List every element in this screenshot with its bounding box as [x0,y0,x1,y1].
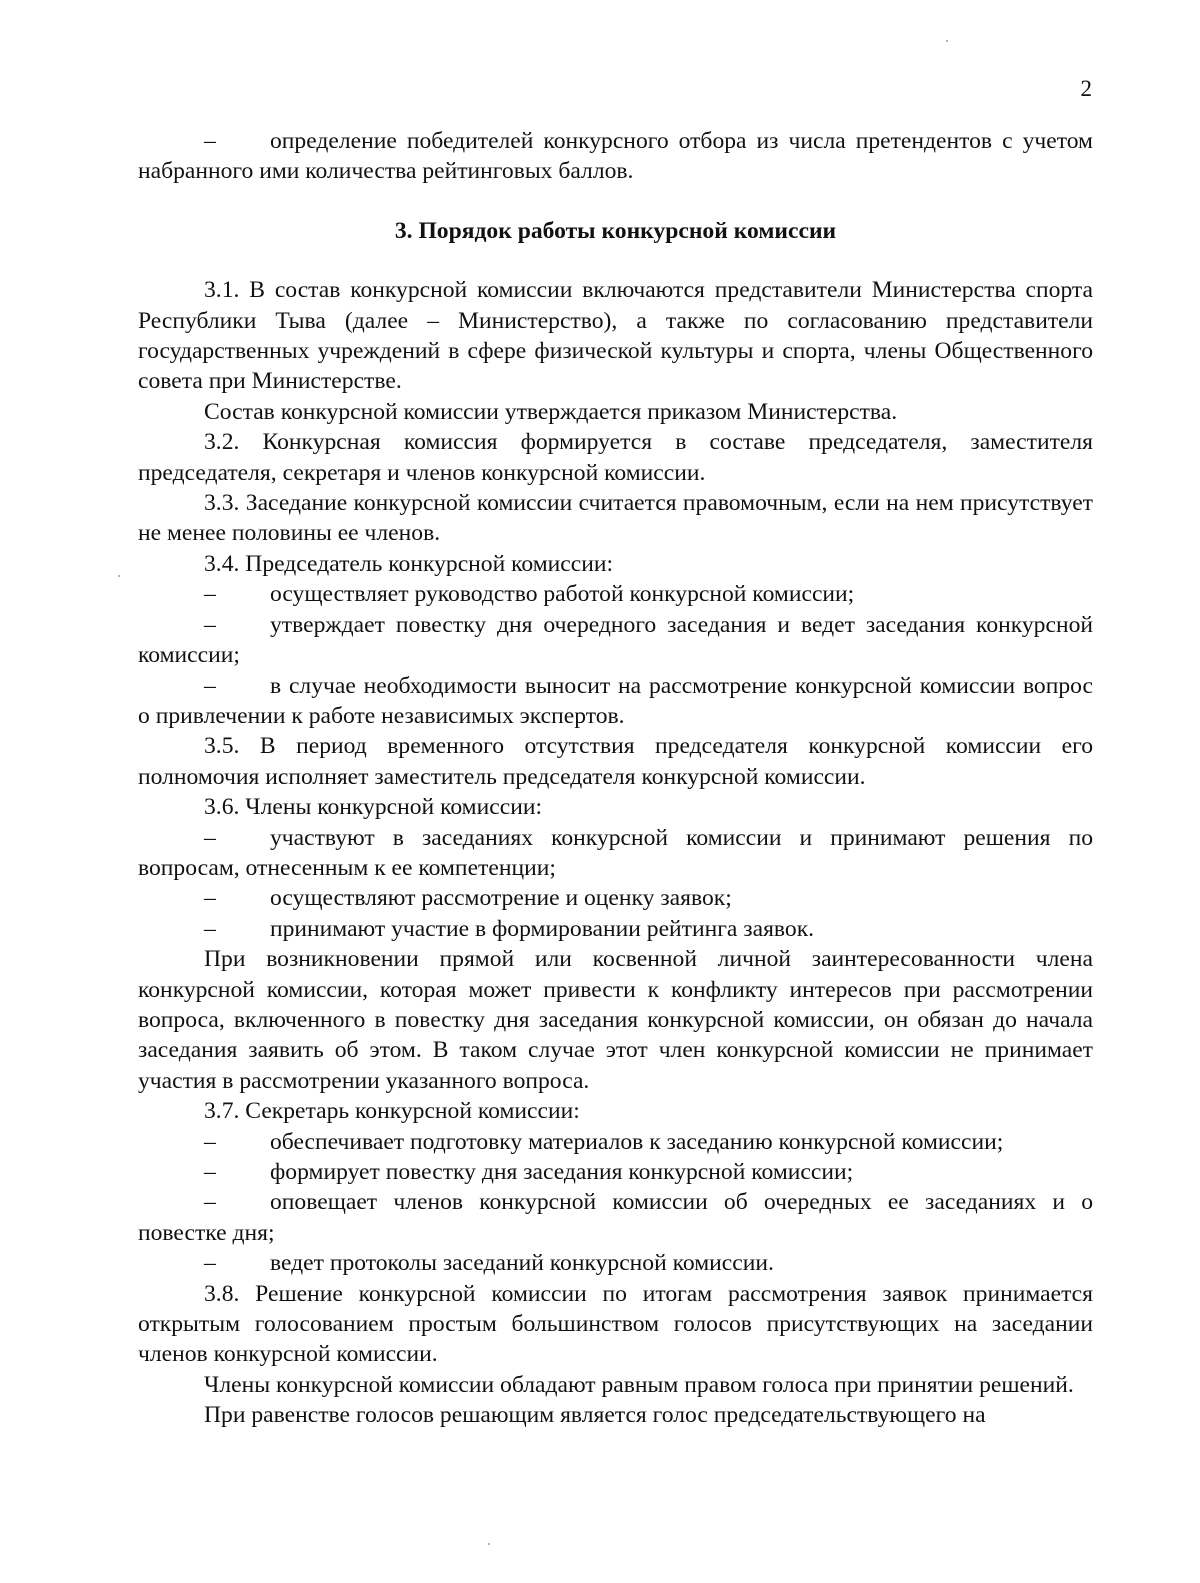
paragraph-text: определение победителей конкурсного отбора из числа претендентов с учетом набранного ими количества рейтинговых баллов. [138,128,1093,185]
paragraph: 3.5. В период временного отсутствия председателя конкурсной комиссии его полномочия исполняет заместитель председателя конкурсной комиссии. [138,733,1093,790]
paragraph: Состав конкурсной комиссии утверждается приказом Министерства. [204,398,898,425]
dash-marker: – [204,581,216,608]
paragraph: 3.1. В состав конкурсной комиссии включаются представители Министерства спорта Республики Тыва (далее – Министерство), а также по согласованию представители государственных учреждений в сфере физической культуры и спорта, члены Общественного совета при Министерстве. [138,277,1093,395]
section-heading: 3. Порядок работы конкурсной комиссии [394,217,837,244]
dash-marker: – [204,1128,216,1155]
dash-marker: – [204,885,216,912]
dash-marker: – [204,611,216,638]
list-item-dash [138,671,1093,732]
paragraph-text: обеспечивает подготовку материалов к заседанию конкурсной комиссии; [270,1128,1004,1155]
dash-marker: – [204,672,216,699]
list-item-dash [138,1127,1093,1157]
dash-marker: – [204,128,216,154]
paragraph-text: участвуют в заседаниях конкурсной комиссии и принимают решения по вопросам, отнесенным к ее компетенции; [138,824,1093,881]
paragraph: Члены конкурсной комиссии обладают равным правом голоса при принятии решений. [204,1371,1074,1398]
paragraph: 3.2. Конкурсная комиссия формируется в составе председателя, заместителя председателя, секретаря и членов конкурсной комиссии. [138,429,1093,486]
list-item-dash [138,1187,1093,1248]
paragraph-text: утверждает повестку дня очередного заседания и ведет заседания конкурсной комиссии; [138,611,1093,669]
list-item-dash [138,914,1093,944]
paragraph-text: оповещает членов конкурсной комиссии об очередных ее заседаниях и о повестке дня; [138,1189,1093,1246]
list-item-dash [138,823,1093,884]
dash-marker: – [204,915,216,942]
paragraph-text: ведет протоколы заседаний конкурсной комиссии. [270,1250,774,1277]
scan-speck [946,40,948,42]
paragraph-text: формирует повестку дня заседания конкурсной комиссии; [270,1159,854,1185]
paragraph: При возникновении прямой или косвенной личной заинтересованности члена конкурсной комиссии, которая может привести к конфликту интересов при рассмотрении вопроса, включенного в повестку дня заседания конкурсной комиссии, он обязан до начала заседания заявить об этом. В таком случае этот член конкурсной комиссии не принимает участия в рассмотрении указанного вопроса. [138,946,1093,1094]
paragraph: 3.3. Заседание конкурсной комиссии считается правомочным, если на нем присутствует не менее половины ее членов. [138,490,1093,547]
scan-speck [488,1543,490,1545]
paragraph: 3.6. Члены конкурсной комиссии: [204,794,542,821]
list-item-dash [138,1157,1093,1187]
paragraph-text: осуществляет руководство работой конкурсной комиссии; [270,581,855,608]
paragraph: 3.8. Решение конкурсной комиссии по итогам рассмотрения заявок принимается открытым голосованием простым большинством голосов присутствующих на заседании членов конкурсной комиссии. [138,1280,1093,1368]
scan-speck [118,575,120,577]
dash-marker: – [204,1159,216,1185]
dash-marker: – [204,824,216,851]
paragraph: 3.4. Председатель конкурсной комиссии: [204,550,614,577]
paragraph: 3.7. Секретарь конкурсной комиссии: [204,1098,580,1125]
paragraph: При равенстве голосов решающим является голос председательствующего на [204,1402,986,1429]
dash-marker: – [204,1189,216,1216]
paragraph-text: в случае необходимости выносит на рассмотрение конкурсной комиссии вопрос о привлечении к работе независимых экспертов. [138,672,1093,729]
list-item-dash [138,126,1093,187]
document-body [138,126,1093,1431]
paragraph-text: принимают участие в формировании рейтинга заявок. [270,915,815,942]
paragraph-text: осуществляют рассмотрение и оценку заявок; [270,885,732,912]
page-number: 2 [1080,76,1092,101]
list-item-dash [138,610,1093,671]
dash-marker: – [204,1250,216,1277]
list-item-dash [138,883,1093,913]
list-item-dash [138,579,1093,609]
list-item-dash [138,1248,1093,1278]
